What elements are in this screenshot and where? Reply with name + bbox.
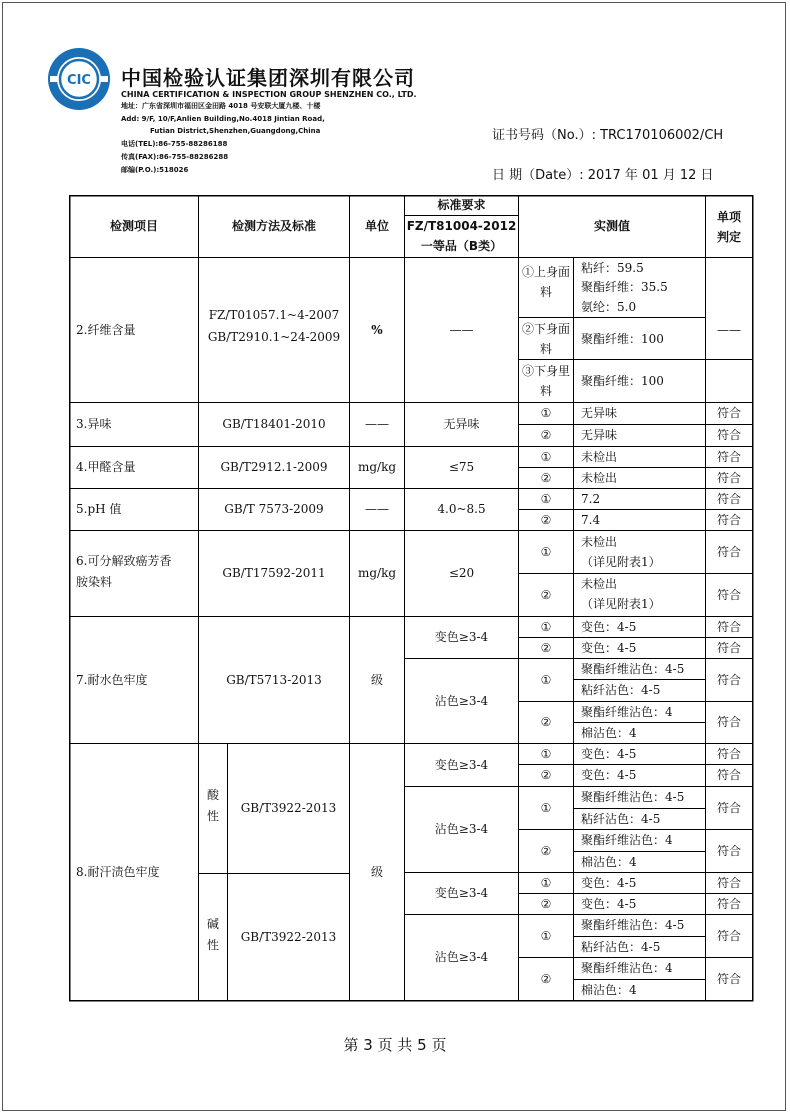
ph-item: 5.pH 值 [76,502,122,516]
result-verdict: 符合 [716,715,741,729]
tel: 电话(TEL):86-755-88286188 [121,140,228,148]
result-value: 变色：4-5 [581,640,637,655]
fiber-method-1: FZ/T01057.1~4-2007 [208,307,340,322]
result-number: ① [540,928,552,943]
result-value: 聚酯纤维沾色：4-5 [581,918,685,932]
acid-req-stain: 沾色≥3-4 [434,822,489,836]
result-value: 7.2 [581,491,601,506]
result-value: 聚酯纤维沾色：4 [581,833,673,847]
result-value: 粘纤沾色：4-5 [581,939,661,954]
fiber-part-label: ②下身面料 [521,321,570,356]
fax: 传真(FAX):86-755-88286288 [121,153,229,161]
address-en-2: Futian District,Shenzhen,Guangdong,China [150,127,321,135]
water-req-change: 变色≥3-4 [434,630,489,644]
result-value: 未检出 [581,470,618,485]
result-value: 未检出 [581,449,618,464]
result-value-note: （详见附表1） [581,596,661,611]
result-verdict: 符合 [716,640,741,655]
result-number: ② [540,587,552,602]
result-verdict: 符合 [716,491,741,506]
fiber-method-2: GB/T2910.1~24-2009 [207,329,341,344]
result-value: 聚酯纤维沾色：4-5 [581,661,685,676]
result-number: ② [540,640,552,655]
issue-date: 日 期（Date）: 2017 年 01 月 12 日 [492,168,714,183]
postcode: 邮编(P.O.):518026 [121,166,189,174]
company-name-en: CHINA CERTIFICATION & INSPECTION GROUP SHENZHEN CO., LTD. [121,90,417,99]
result-number: ① [540,406,552,420]
result-number: ② [540,896,552,911]
result-number: ① [540,619,552,634]
col-header-unit: 单位 [364,219,389,233]
result-verdict: 符合 [716,449,741,464]
result-number: ① [540,800,552,815]
result-number: ① [540,672,552,687]
result-number: ① [540,544,552,559]
odor-unit: —— [365,417,389,431]
col-header-measured: 实测值 [593,219,630,233]
result-verdict: 符合 [716,800,741,815]
result-verdict: 符合 [716,470,741,485]
result-verdict: 符合 [716,746,741,761]
address-en-1: Add: 9/F, 10/F,Anlien Building,No.4018 Jintian Road, [121,115,325,123]
fiber-part-value: 聚酯纤维：35.5 [581,280,668,294]
acid-method: GB/T3922-2013 [240,801,337,815]
result-value: 聚酯纤维沾色：4 [581,704,673,719]
azo-item-line2: 胺染料 [76,574,113,589]
address-cn: 地址：广东省深圳市福田区金田路 4018 号安联大厦九楼、十楼 [121,102,321,110]
result-value: 变色：4-5 [581,619,637,634]
result-verdict: 符合 [716,928,741,943]
result-verdict: 符合 [716,406,741,420]
result-number: ① [540,746,552,761]
result-value: 变色：4-5 [581,768,637,782]
fiber-part-value: 聚酯纤维：100 [581,331,664,346]
col-header-req-std: FZ/T81004-2012 [406,219,517,233]
azo-unit: mg/kg [357,566,397,580]
result-number: ② [540,971,552,986]
alkali-method: GB/T3922-2013 [240,929,337,944]
acid-label-1: 酸 [206,787,219,802]
result-number: ② [540,470,552,485]
page-number: 第 3 页 共 5 页 [343,1036,447,1054]
fiber-part-value: 氨纶：5.0 [581,300,637,314]
ph-method: GB/T 7573-2009 [224,502,324,516]
odor-method: GB/T18401-2010 [222,417,326,431]
result-value: 聚酯纤维沾色：4 [581,961,673,975]
sweat-item: 8.耐汗渍色牢度 [76,864,160,879]
result-value: 棉沾色：4 [581,854,637,869]
water-method: GB/T5713-2013 [226,672,322,687]
sweat-unit: 级 [370,864,383,879]
fiber-req: —— [449,322,474,337]
result-value: 棉沾色：4 [581,725,637,740]
result-verdict: 符合 [716,619,741,634]
acid-req-change: 变色≥3-4 [434,757,489,772]
result-value: 7.4 [581,512,601,527]
fiber-part-value: 聚酯纤维：100 [581,374,664,388]
result-verdict: 符合 [716,843,741,858]
result-number: ② [540,843,552,858]
result-verdict: 符合 [716,428,741,442]
odor-item: 3.异味 [76,417,112,431]
logo-text: CIC [67,73,91,88]
formaldehyde-req: ≤75 [448,460,475,474]
result-number: ② [540,715,552,729]
result-number: ② [540,512,552,527]
cic-logo [46,46,112,112]
col-header-req-grade: 一等品（B类） [420,238,503,253]
result-value: 未检出 [581,534,618,549]
result-value: 变色：4-5 [581,746,637,761]
col-header-method: 检测方法及标准 [231,219,316,233]
result-verdict: 符合 [716,896,741,911]
result-verdict: 符合 [716,875,741,890]
formaldehyde-unit: mg/kg [357,460,397,474]
azo-item-line1: 6.可分解致癌芳香 [76,553,172,568]
result-verdict: 符合 [716,512,741,527]
fiber-verdict: —— [717,322,741,337]
result-value: 无异味 [581,428,618,442]
odor-req: 无异味 [443,417,480,431]
ph-req: 4.0~8.5 [437,502,486,516]
result-verdict: 符合 [716,672,741,687]
fiber-part-label: ①上身面料 [521,265,570,299]
result-number: ① [540,449,552,464]
alkali-req-stain: 沾色≥3-4 [434,950,489,964]
alkali-req-change: 变色≥3-4 [434,886,489,900]
fiber-part-label: ③下身里料 [521,364,570,398]
fiber-unit: % [371,322,383,337]
result-verdict: 符合 [716,971,741,986]
result-number: ① [540,875,552,890]
azo-req: ≤20 [448,566,475,580]
col-header-item: 检测项目 [109,219,158,233]
formaldehyde-method: GB/T2912.1-2009 [220,460,328,474]
result-value-note: （详见附表1） [581,554,661,569]
fiber-part-value: 粘纤：59.5 [581,261,644,275]
result-value: 粘纤沾色：4-5 [581,811,661,826]
water-unit: 级 [370,672,383,687]
result-number: ① [540,491,552,506]
result-value: 无异味 [581,406,618,420]
acid-label-2: 性 [206,808,219,823]
azo-method: GB/T17592-2011 [222,566,326,580]
cert-number: 证书号码（No.）: TRC170106002/CH [492,128,724,143]
result-value: 变色：4-5 [581,875,637,890]
col-header-req: 标准要求 [437,198,486,212]
ph-unit: —— [365,502,389,516]
fiber-item: 2.纤维含量 [76,322,136,337]
water-item: 7.耐水色牢度 [76,672,148,687]
alkali-label-1: 碱 [206,916,219,931]
result-value: 变色：4-5 [581,896,637,911]
alkali-label-2: 性 [206,937,219,952]
result-value: 聚酯纤维沾色：4-5 [581,790,685,804]
result-number: ② [540,428,552,442]
water-req-stain: 沾色≥3-4 [434,693,489,708]
result-value: 粘纤沾色：4-5 [581,682,661,697]
result-value: 棉沾色：4 [581,982,637,997]
formaldehyde-item: 4.甲醛含量 [76,460,136,474]
result-verdict: 符合 [716,587,741,602]
result-value: 未检出 [581,576,618,591]
result-verdict: 符合 [716,768,741,782]
company-name-cn: 中国检验认证集团深圳有限公司 [121,66,415,90]
col-header-verdict: 单项判定 [716,209,741,244]
result-verdict: 符合 [716,544,741,559]
result-number: ② [540,768,552,782]
